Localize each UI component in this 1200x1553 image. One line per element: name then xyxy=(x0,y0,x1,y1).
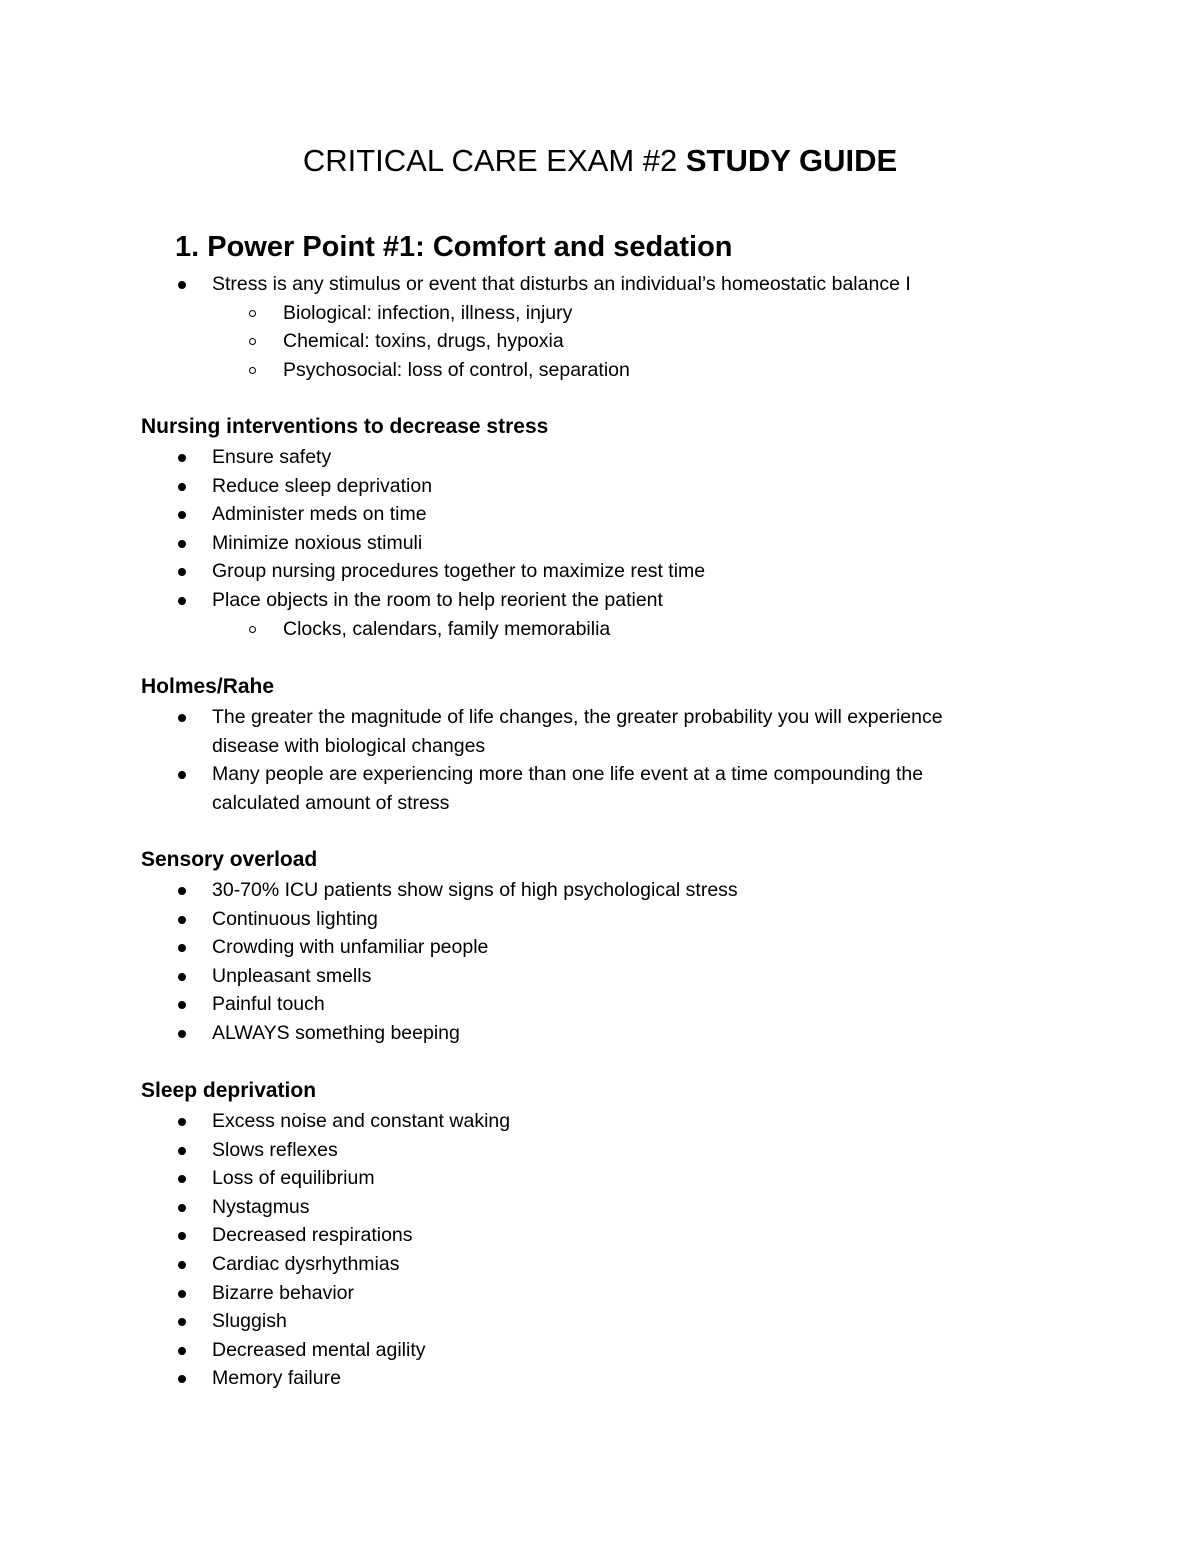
bullet-icon xyxy=(178,568,186,576)
list-item-text: Memory failure xyxy=(212,1367,341,1390)
list-item-text: Clocks, calendars, family memorabilia xyxy=(283,617,611,640)
bullet-icon xyxy=(178,1261,186,1269)
bullet-icon xyxy=(178,281,186,289)
list-item-text: Nystagmus xyxy=(212,1195,310,1218)
list-item-text: Ensure safety xyxy=(212,446,332,468)
list-item-text: Slows reflexes xyxy=(212,1138,338,1161)
bullet-icon xyxy=(178,1175,186,1183)
bullet-icon xyxy=(178,454,186,462)
bullet-icon xyxy=(178,1375,186,1383)
bullet-icon xyxy=(178,1147,186,1155)
bullet-icon xyxy=(178,1232,186,1240)
bullet-icon xyxy=(178,1030,186,1038)
title-normal: CRITICAL CARE EXAM #2 xyxy=(302,143,686,178)
bullet-icon xyxy=(178,1204,186,1212)
list-item-text: Loss of equilibrium xyxy=(212,1167,375,1190)
main-heading: 1. Power Point #1: Comfort and sedation xyxy=(175,231,733,263)
section-heading: Sensory overload xyxy=(141,848,318,871)
bullet-icon xyxy=(178,771,186,779)
section-heading: Holmes/Rahe xyxy=(141,675,275,698)
list-item-text: Continuous lighting xyxy=(212,907,378,930)
bullet-icon xyxy=(178,1290,186,1298)
bullet-icon xyxy=(178,714,186,722)
list-item-text: Reduce sleep deprivation xyxy=(212,474,433,497)
bullet-icon xyxy=(178,1118,186,1126)
bullet-icon xyxy=(178,597,186,605)
list-item-text: Administer meds on time xyxy=(212,503,427,526)
section-heading: Nursing interventions to decrease stress xyxy=(141,415,549,438)
bullet-icon xyxy=(178,916,186,924)
list-item-line: calculated amount of stress xyxy=(212,791,450,814)
list-item-text: Crowding with unfamiliar people xyxy=(212,936,489,959)
hollow-bullet-icon xyxy=(249,626,256,633)
hollow-bullet-icon xyxy=(249,338,256,345)
bullet-icon xyxy=(178,973,186,981)
list-item-text: ALWAYS something beeping xyxy=(212,1022,460,1044)
list-item-text xyxy=(212,760,1032,817)
list-item-text: Sluggish xyxy=(212,1310,287,1333)
list-item-text: Group nursing procedures together to maximize rest time xyxy=(212,560,706,583)
list-item-text: Painful touch xyxy=(212,993,325,1016)
list-item-text: 30-70% ICU patients show signs of high psychological stress xyxy=(212,879,738,901)
list-item-text: Chemical: toxins, drugs, hypoxia xyxy=(283,330,564,353)
list-item-text xyxy=(212,703,1032,760)
list-item-line: disease with biological changes xyxy=(212,734,486,757)
bullet-icon xyxy=(178,887,186,895)
bullet-icon xyxy=(178,944,186,952)
hollow-bullet-icon xyxy=(249,367,256,374)
bullet-icon xyxy=(178,483,186,491)
bullet-icon xyxy=(178,511,186,519)
list-item-text: Decreased respirations xyxy=(212,1224,413,1247)
hollow-bullet-icon xyxy=(249,310,256,317)
list-item-text: Minimize noxious stimuli xyxy=(212,531,423,554)
list-item-text: Unpleasant smells xyxy=(212,964,372,987)
list-item-text: Cardiac dysrhythmias xyxy=(212,1253,400,1275)
list-item-line: Many people are experiencing more than one life event at a time compounding the xyxy=(212,763,924,786)
page-title xyxy=(0,141,1200,181)
bullet-icon xyxy=(178,540,186,548)
list-item-line: The greater the magnitude of life changes, the greater probability you will experience xyxy=(212,706,943,728)
title-bold: STUDY GUIDE xyxy=(685,143,898,178)
list-item-text: Bizarre behavior xyxy=(212,1281,354,1304)
list-item-text: Decreased mental agility xyxy=(212,1338,426,1361)
bullet-icon xyxy=(178,1347,186,1355)
bullet-icon xyxy=(178,1001,186,1009)
list-item-text: Psychosocial: loss of control, separation xyxy=(283,358,630,381)
list-item-text: Biological: infection, illness, injury xyxy=(283,301,573,324)
list-item-text: Place objects in the room to help reorient the patient xyxy=(212,589,663,611)
section-heading: Sleep deprivation xyxy=(141,1079,317,1102)
list-item-text: Excess noise and constant waking xyxy=(212,1110,511,1132)
bullet-icon xyxy=(178,1318,186,1326)
list-item-text: Stress is any stimulus or event that disturbs an individual’s homeostatic balance I xyxy=(212,273,911,295)
